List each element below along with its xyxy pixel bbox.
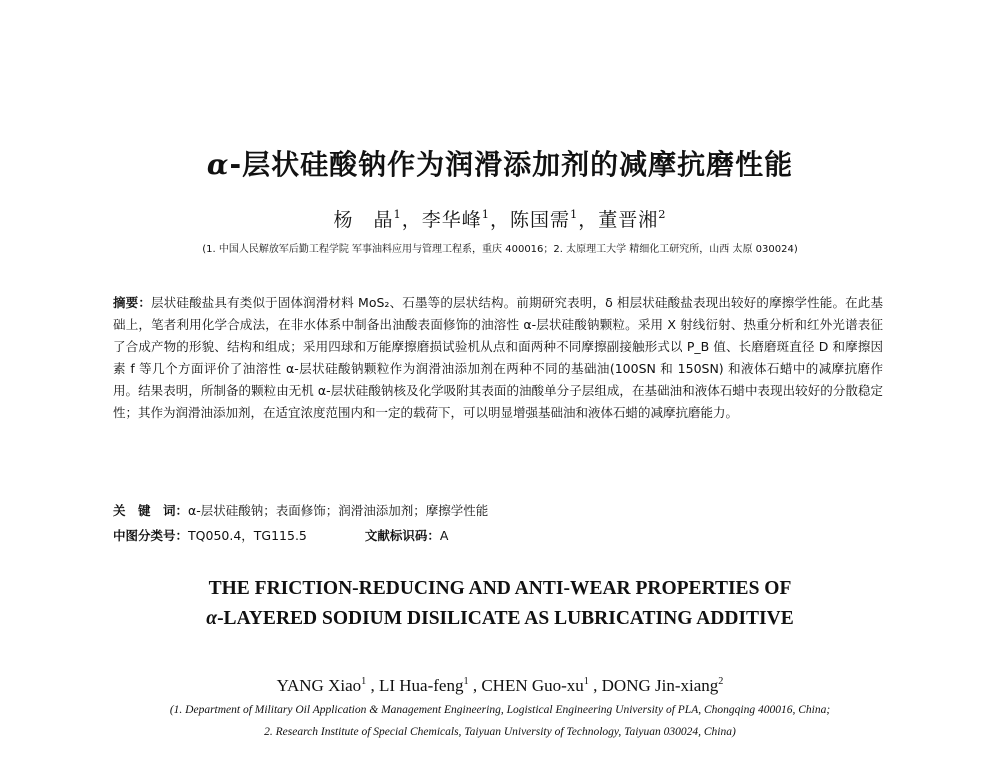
- author-en-4-affil: 2: [718, 675, 724, 687]
- abstract-label: 摘要：: [113, 295, 152, 310]
- english-affiliation-line2: 2. Research Institute of Special Chemicals, Taiyuan University of Technology, Taiyuan 030024, China): [264, 726, 736, 738]
- author-separator: ，: [401, 209, 422, 231]
- author-cn-3-affil: 1: [570, 207, 579, 222]
- keywords-label: 关 键 词：: [113, 503, 189, 518]
- english-title-alpha: α: [206, 608, 218, 629]
- author-separator: ,: [588, 676, 602, 695]
- author-en-4: DONG Jin-xiang: [601, 676, 719, 695]
- author-cn-3: 陈国需: [510, 209, 571, 231]
- author-en-3: CHEN Guo-xu: [481, 676, 584, 695]
- title-rest: -层状硅酸钠作为润滑添加剂的减摩抗磨性能: [229, 148, 794, 181]
- author-en-3-affil: 1: [583, 675, 589, 687]
- author-en-2-affil: 1: [463, 675, 469, 687]
- english-title-rest: -LAYERED SODIUM DISILICATE AS LUBRICATING ADDITIVE: [217, 608, 794, 629]
- keywords-line: [113, 501, 883, 519]
- author-separator: ，: [489, 209, 510, 231]
- classification-line: [113, 526, 883, 544]
- document-code-label: 文献标识码：: [364, 528, 440, 543]
- author-en-1: YANG Xiao: [276, 676, 362, 695]
- title-alpha: α: [206, 148, 230, 181]
- abstract: [113, 292, 883, 424]
- english-affiliation-line1: (1. Department of Military Oil Application & Management Engineering, Logistical Engineering University of PLA, Chongqing 400016, China;: [169, 704, 831, 716]
- author-cn-4: 董晋湘: [598, 209, 659, 231]
- english-authors: [0, 676, 1000, 696]
- author-separator: ,: [468, 676, 482, 695]
- author-en-2: LI Hua-feng: [378, 676, 464, 695]
- abstract-text: 层状硅酸盐具有类似于固体润滑材料 MoS₂、石墨等的层状结构。前期研究表明，δ 相层状硅酸盐表现出较好的摩擦学性能。在此基础上，笔者利用化学合成法，在非水体系中制备出油酸表面修饰的油溶性 α-层状硅酸钠颗粒。采用 X 射线衍射、热重分析和红外光谱表征了合成产物的形貌、结构和组成；采用四球和万能摩擦磨损试验机从点和面两种不同摩擦副接触形式以 P_B 值、长磨磨斑直径 D 和摩擦因素 f 等几个方面评价了油溶性 α-层状硅酸钠颗粒作为润滑油添加剂在两种不同的基础油(100SN 和 150SN) 和液体石蜡中的减摩抗磨作用。结果表明，所制备的颗粒由无机 α-层状硅酸钠核及化学吸附其表面的油酸单分子层组成，在基础油和液体石蜡中表现出较好的分散稳定性；其作为润滑油添加剂，在适宜浓度范围内和一定的载荷下，可以明显增强基础油和液体石蜡的减摩抗磨能力。: [113, 295, 883, 420]
- classification-label: 中图分类号：: [113, 528, 189, 543]
- author-cn-2-affil: 1: [481, 207, 490, 222]
- classification-value: TQ050.4，TG115.5: [188, 528, 307, 543]
- keywords-text: α-层状硅酸钠；表面修饰；润滑油添加剂；摩擦学性能: [188, 503, 489, 518]
- author-cn-1-affil: 1: [393, 207, 402, 222]
- english-title-line1: THE FRICTION-REDUCING AND ANTI-WEAR PROPERTIES OF: [208, 578, 792, 599]
- document-code-value: A: [439, 528, 449, 543]
- chinese-authors: [0, 205, 1000, 232]
- chinese-title: [0, 143, 1000, 183]
- author-separator: ，: [578, 209, 599, 231]
- author-cn-4-affil: 2: [658, 207, 667, 222]
- author-en-1-affil: 1: [361, 675, 367, 687]
- author-cn-2: 李华峰: [421, 209, 482, 231]
- author-cn-1: 杨 晶: [333, 209, 394, 231]
- author-separator: ,: [366, 676, 379, 695]
- english-title-line2: [0, 608, 1000, 630]
- chinese-affiliation: (1. 中国人民解放军后勤工程学院 军事油料应用与管理工程系，重庆 400016；2. 太原理工大学 精细化工研究所，山西 太原 030024): [202, 244, 798, 255]
